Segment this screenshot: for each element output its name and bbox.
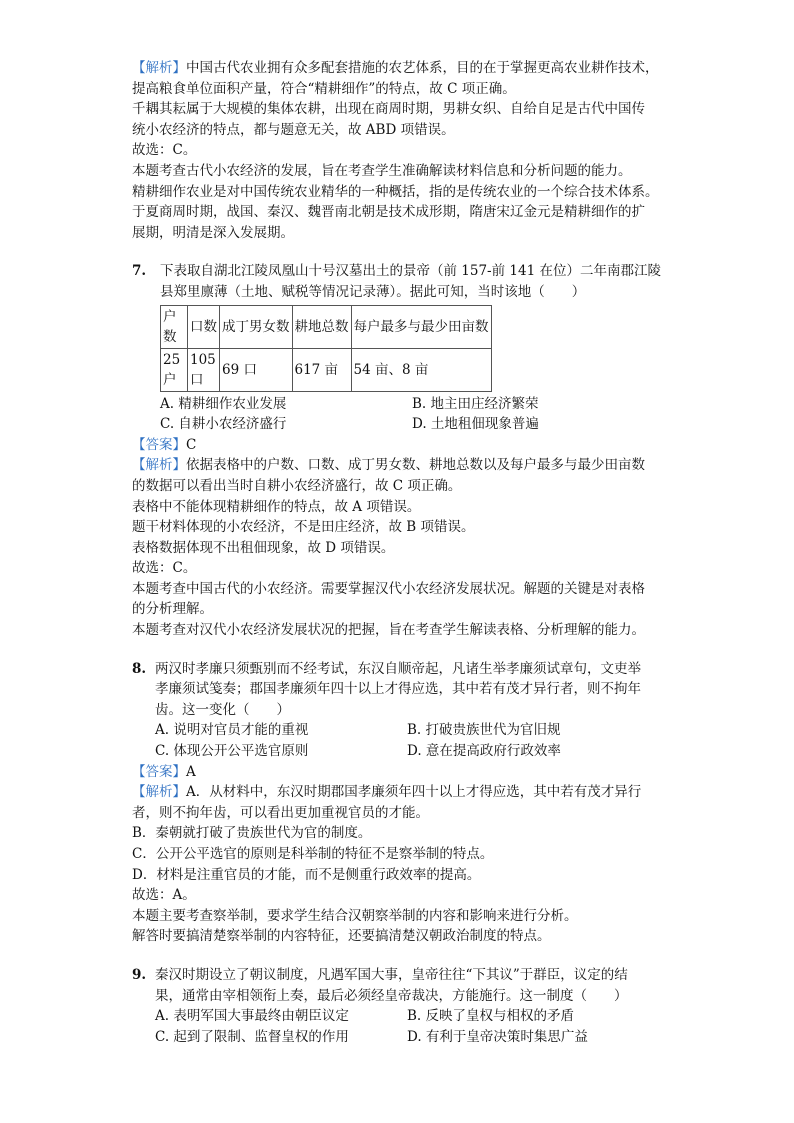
- option-d[interactable]: D. 有利于皇帝决策时集思广益: [407, 1028, 588, 1045]
- table-cell: 105口: [188, 348, 220, 391]
- analysis-line: 故选：A。: [132, 887, 196, 904]
- question-7: [132, 261, 667, 302]
- analysis-line: 故选：C。: [132, 560, 197, 577]
- analysis-line: 本题考查古代小农经济的发展，旨在考查学生准确解读材料信息和分析问题的能力。: [132, 162, 632, 179]
- option-d[interactable]: D. 土地租佃现象普遍: [412, 416, 539, 433]
- analysis-line: B．秦朝就打破了贵族世代为官的制度。: [132, 825, 372, 842]
- analysis-line: 故选：C。: [132, 142, 197, 159]
- option-a[interactable]: A. 表明军国大事最终由朝臣议定: [155, 1008, 349, 1025]
- answer-tag: 【答案】: [132, 763, 186, 780]
- options: [155, 1006, 667, 1047]
- question-number: 9.: [132, 966, 147, 983]
- table-cell: 54 亩、8 亩: [351, 348, 491, 391]
- option-b[interactable]: B. 反映了皇权与相权的矛盾: [407, 1008, 575, 1025]
- analysis-line: 提高粮食单位面积产量，符合“精耕细作”的特点，故 C 项正确。: [132, 80, 516, 97]
- analysis-tag: 【解析】: [132, 784, 186, 801]
- table-row: [161, 348, 492, 391]
- analysis-line: 【解析】中国古代农业拥有众多配套措施的农艺体系，目的在于掌握更高农业耕作技术，: [132, 60, 659, 76]
- analysis-line: 【解析】依据表格中的户数、口数、成丁男女数、耕地总数以及每户最多与最少田亩数: [132, 457, 645, 474]
- table-header: 耕地总数: [292, 305, 351, 348]
- analysis-tag: 【解析】: [132, 457, 186, 474]
- table-cell: 617 亩: [292, 348, 351, 391]
- document-page: [132, 58, 667, 1047]
- analysis-line: 本题主要考查察举制，要求学生结合汉朝察举制的内容和影响来进行分析。: [132, 907, 578, 924]
- analysis-line: 【解析】A．从材料中，东汉时期郡国孝廉须年四十以上才得应选，其中若有茂才异行: [132, 784, 642, 801]
- option-c[interactable]: C. 起到了限制、监督皇权的作用: [155, 1028, 349, 1045]
- question-stem: 县郑里廪薄（土地、赋税等情况记录薄）。据此可知，当时该地（ ）: [160, 283, 586, 300]
- option-a[interactable]: A. 说明对官员才能的重视: [155, 722, 309, 739]
- analysis-line: 的数据可以看出当时自耕小农经济盛行，故 C 项正确。: [132, 477, 462, 494]
- data-table: [160, 305, 492, 392]
- analysis-line: 者，则不拘年齿，可以看出更加重视官员的才能。: [132, 804, 429, 821]
- answer-line: [132, 435, 667, 456]
- option-c[interactable]: C. 自耕小农经济盛行: [160, 416, 287, 433]
- question-stem: 两汉时孝廉只须甄别而不经考试，东汉自顺帝起，凡诸生举孝廉须试章句，文吏举: [155, 660, 641, 677]
- analysis-line: C．公开公平选官的原则是科举制的特征不是察举制的特点。: [132, 846, 494, 862]
- question-number: 8.: [132, 660, 147, 677]
- question-stem: 秦汉时期设立了朝议制度，凡遇军国大事，皇帝往往“下其议”于群臣，议定的结: [155, 966, 628, 983]
- analysis-line: 的分析理解。: [132, 601, 213, 618]
- analysis-line: D．材料是注重官员的才能，而不是侧重行政效率的提高。: [132, 866, 481, 883]
- question-number: 7.: [132, 263, 147, 280]
- analysis-line: 于夏商周时期，战国、秦汉、魏晋南北朝是技术成形期，隋唐宋辽金元是精耕细作的扩: [132, 204, 645, 221]
- question-stem: 齿。这一变化（ ）: [155, 701, 290, 718]
- question-stem: 果，通常由宰相领衔上奏，最后必须经皇帝裁决，方能施行。这一制度（ ）: [155, 987, 628, 1004]
- analysis-line: 题干材料体现的小农经济，不是田庄经济，故 B 项错误。: [132, 519, 475, 536]
- options: [160, 394, 667, 435]
- analysis-line: 解答时要搞清楚察举制的内容特征，还要搞清楚汉朝政治制度的特点。: [132, 928, 551, 945]
- option-d[interactable]: D. 意在提高政府行政效率: [407, 743, 561, 760]
- table-header: 户数: [161, 305, 188, 348]
- analysis-line: 统小农经济的特点，都与题意无关，故 ABD 项错误。: [132, 121, 455, 138]
- answer-value: C: [186, 436, 197, 453]
- table-header: 口数: [188, 305, 220, 348]
- question-stem: 下表取自湖北江陵凤凰山十号汉墓出土的景帝（前 157-前 141 在位）二年南郡江陵: [160, 263, 661, 280]
- table-cell: 25户: [161, 348, 188, 391]
- analysis-line: 千耦其耘属于大规模的集体农耕，出现在商周时期，男耕女织、自给自足是古代中国传: [132, 101, 645, 118]
- analysis-line: 展期，明清是深入发展期。: [132, 224, 294, 241]
- analysis-line: 精耕细作农业是对中国传统农业精华的一种概括，指的是传统农业的一个综合技术体系。: [132, 183, 659, 200]
- analysis-line: 本题考查对汉代小农经济发展状况的把握，旨在考查学生解读表格、分析理解的能力。: [132, 622, 645, 639]
- answer-tag: 【答案】: [132, 436, 186, 453]
- question-stem: 孝廉须试笺奏；郡国孝廉须年四十以上才得应选，其中若有茂才异行者，则不拘年: [155, 681, 641, 698]
- answer-value: A: [186, 763, 196, 780]
- options: [155, 720, 667, 761]
- option-b[interactable]: B. 地主田庄经济繁荣: [412, 395, 539, 412]
- table-header-row: [161, 305, 492, 348]
- q6-analysis: [132, 58, 667, 243]
- table-cell: 69 口: [220, 348, 293, 391]
- analysis-tag: 【解析】: [132, 60, 186, 76]
- question-9: [132, 965, 667, 1047]
- table-header: 每户最多与最少田亩数: [351, 305, 491, 348]
- analysis-line: 本题考查中国古代的小农经济。需要掌握汉代小农经济发展状况。解题的关键是对表格: [132, 580, 645, 597]
- option-c[interactable]: C. 体现公开公平选官原则: [155, 743, 309, 760]
- answer-line: [132, 762, 667, 783]
- option-a[interactable]: A. 精耕细作农业发展: [160, 395, 287, 412]
- question-8: [132, 659, 667, 762]
- option-b[interactable]: B. 打破贵族世代为官旧规: [407, 722, 561, 739]
- analysis-line: 表格中不能体现精耕细作的特点，故 A 项错误。: [132, 498, 421, 515]
- table-header: 成丁男女数: [220, 305, 293, 348]
- analysis-line: 表格数据体现不出租佃现象，故 D 项错误。: [132, 539, 395, 556]
